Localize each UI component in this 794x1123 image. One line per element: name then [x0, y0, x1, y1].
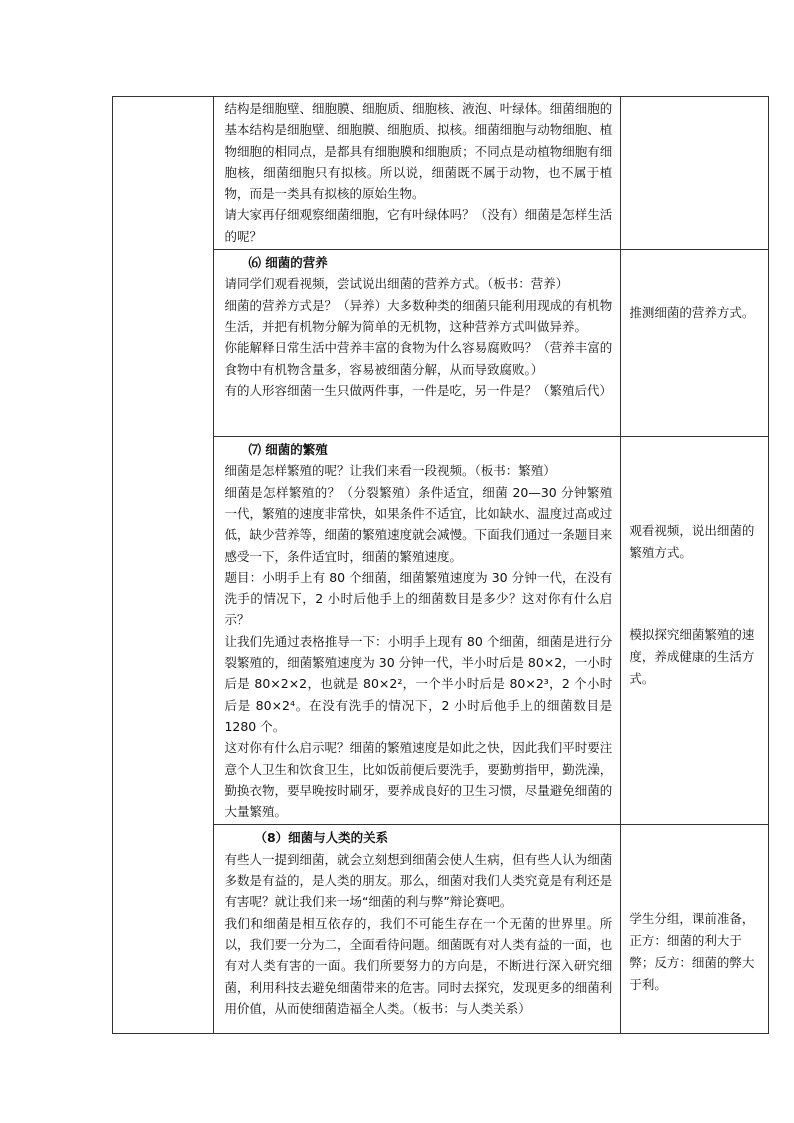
- content-cell: [214, 825, 621, 1034]
- paragraph: 细菌是怎样繁殖的？（分裂繁殖）条件适宜，细菌 20—30 分钟繁殖一代，繁殖的速度非常快，如果条件不适宜，比如缺水、温度过高或过低，缺少营养等，细菌的繁殖速度就会减慢。下面我们通过一条题目来感受一下，条件适宜时，细菌的繁殖速度。: [224, 484, 613, 564]
- activity-text: 推测细菌的营养方式。: [629, 305, 755, 321]
- left-column-cell: [113, 97, 214, 1034]
- table-row: [113, 97, 769, 250]
- section-title: ⑺ 细菌的繁殖: [248, 442, 328, 458]
- activity-cell: [621, 437, 769, 825]
- paragraph: 请大家再仔细观察细菌细胞，它有叶绿体吗？（没有）细菌是怎样生活的呢？: [224, 207, 613, 244]
- paragraph: 你能解释日常生活中营养丰富的食物为什么容易腐败吗？（营养丰富的食物中有机物含量多，容易被细菌分解，从而导致腐败。）: [224, 340, 613, 377]
- paragraph: 这对你有什么启示呢？细菌的繁殖速度是如此之快，因此我们平时要注意个人卫生和饮食卫生，比如饭前便后要洗手，要勤剪指甲，勤洗澡，勤换衣物，要早晚按时刷牙，要养成良好的卫生习惯，尽量避免细菌的大量繁殖。: [224, 740, 613, 820]
- section-title: （8）细菌与人类的关系: [254, 830, 389, 846]
- content-cell: [214, 250, 621, 437]
- paragraph: 细菌的营养方式是？（异养）大多数种类的细菌只能利用现成的有机物生活，并把有机物分解为简单的无机物，这种营养方式叫做异养。: [224, 297, 613, 334]
- activity-cell: [621, 97, 769, 250]
- paragraph: 结构是细胞壁、细胞膜、细胞质、细胞核、液泡、叶绿体。细菌细胞的基本结构是细胞壁、细胞膜、细胞质、拟核。细菌细胞与动物细胞、植物细胞的相同点，是都具有细胞膜和细胞质；不同点是动植物细胞有细胞核，细菌细胞只有拟核。所以说，细菌既不属于动物，也不属于植物，而是一类具有拟核的原始生物。: [224, 101, 613, 202]
- content-cell: [214, 437, 621, 825]
- paragraph: 我们和细菌是相互依存的，我们不可能生存在一个无菌的世界里。所以，我们要一分为二，全面看待问题。细菌既有对人类有益的一面，也有对人类有害的一面。我们所要努力的方向是，不断进行深入研究细菌，利用科技去避免细菌带来的危害。同时去探究，发现更多的细菌利用价值，从而使细菌造福全人类。（板书：与人类关系）: [224, 915, 613, 1016]
- activity-text: 模拟探究细菌繁殖的速度，养成健康的生活方式。: [629, 627, 755, 687]
- paragraph: 让我们先通过表格推导一下：小明手上现有 80 个细菌，细菌是进行分裂繁殖的，细菌繁殖速度为 30 分钟一代，半小时后是 80×2，一小时后是 80×2×2，也就是 80×2²，一个半小时后是 80×2³，2 个小时后是 80×2⁴。在没有洗手的情况下，2 小时后他手上的细菌数目是 1280 个。: [224, 633, 613, 734]
- paragraph: 细菌是怎样繁殖的呢？让我们来看一段视频。（板书：繁殖）: [224, 463, 556, 479]
- paragraph: 有些人一提到细菌，就会立刻想到细菌会使人生病，但有些人认为细菌多数是有益的，是人类的朋友。那么，细菌对我们人类究竟是有利还是有害呢？就让我们来一场“细菌的利与弊”辩论赛吧。: [224, 851, 613, 910]
- activity-text: 学生分组，课前准备，正方：细菌的利大于弊；反方：细菌的弊大于利。: [629, 911, 755, 993]
- paragraph: 有的人形容细菌一生只做两件事，一件是吃，另一件是？（繁殖后代）: [224, 382, 612, 398]
- paragraph: 请同学们观看视频，尝试说出细菌的营养方式。（板书：营养）: [224, 276, 569, 292]
- lesson-plan-table: [112, 96, 769, 1034]
- activity-text: 观看视频，说出细菌的繁殖方式。: [629, 523, 755, 561]
- activity-cell: [621, 825, 769, 1034]
- content-cell: [214, 97, 621, 250]
- activity-cell: [621, 250, 769, 437]
- section-title: ⑹ 细菌的营养: [248, 255, 328, 271]
- paragraph: 题目：小明手上有 80 个细菌，细菌繁殖速度为 30 分钟一代，在没有洗手的情况下，2 小时后他手上的细菌数目是多少？这对你有什么启示？: [224, 569, 613, 628]
